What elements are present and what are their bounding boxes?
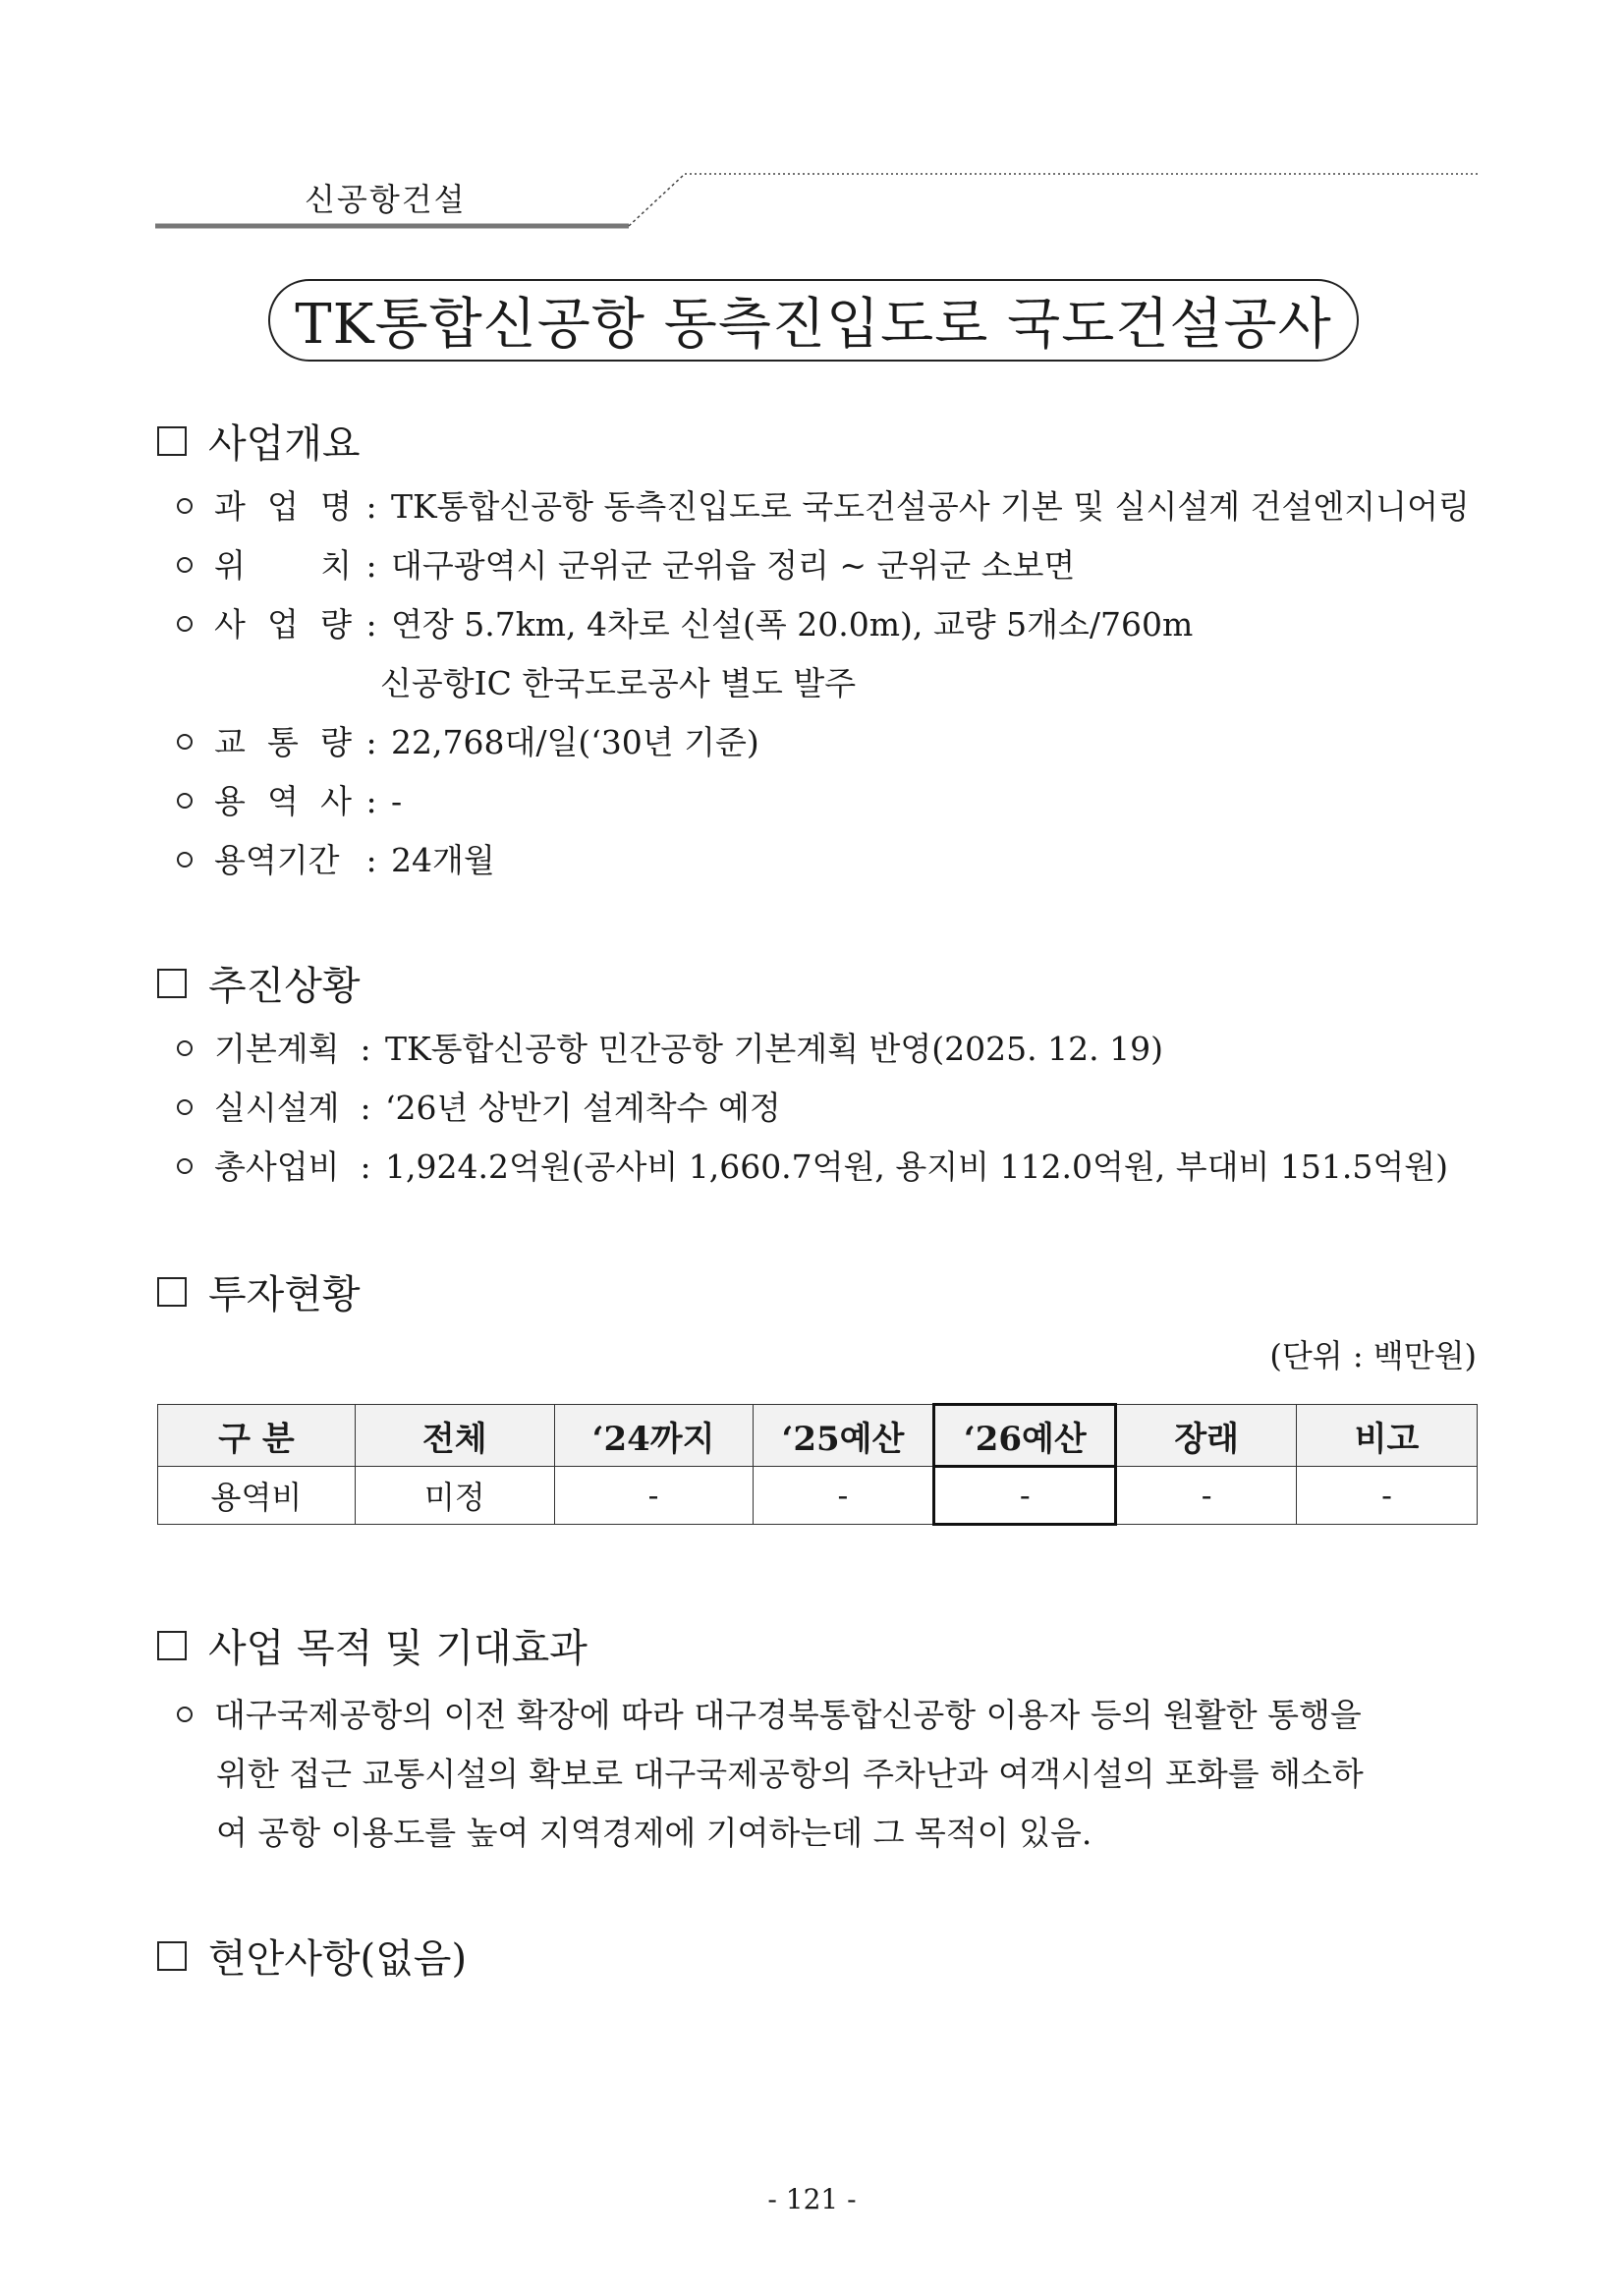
section-progress [157, 955, 361, 1011]
table-cell: 용역비 [158, 1467, 356, 1525]
circle-bullet-icon [177, 1099, 193, 1115]
item-label: 용 역 사 [214, 782, 352, 820]
table-cell: - [1116, 1467, 1297, 1525]
checkbox-square-icon [157, 1277, 187, 1307]
investment-table [157, 1403, 1478, 1526]
section-heading: 사업 목적 및 기대효과 [208, 1626, 588, 1671]
table-header-cell: 장래 [1116, 1405, 1297, 1467]
colon: : [365, 782, 377, 820]
item-label: 사 업 량 [214, 605, 352, 644]
circle-bullet-icon [177, 557, 193, 573]
table-cell: - [554, 1467, 753, 1525]
circle-bullet-icon [177, 1040, 193, 1056]
title-box [268, 279, 1359, 362]
section-investment [157, 1263, 361, 1319]
section-purpose [157, 1617, 588, 1673]
section-heading: 추진상황 [208, 964, 361, 1009]
item-value: ‘26년 상반기 설계착수 예정 [385, 1089, 781, 1127]
item-value: 22,768대/일(‘30년 기준) [391, 723, 759, 761]
table-cell: - [753, 1467, 934, 1525]
list-item [177, 599, 1193, 645]
table-header-cell: ‘26예산 [934, 1405, 1116, 1467]
table-header-cell: 비고 [1297, 1405, 1478, 1467]
table-row [158, 1467, 1478, 1525]
section-heading: 현안사항(없음) [208, 1936, 468, 1982]
item-value: TK통합신공항 민간공항 기본계획 반영(2025. 12. 19) [385, 1030, 1163, 1068]
section-heading: 사업개요 [208, 421, 361, 467]
list-item [177, 1024, 1163, 1070]
item-value: TK통합신공항 동측진입도로 국도건설공사 기본 및 실시설계 건설엔지니어링 [391, 487, 1470, 526]
checkbox-square-icon [157, 1941, 187, 1971]
list-item [177, 835, 495, 881]
circle-bullet-icon [177, 616, 193, 632]
checkbox-square-icon [157, 426, 187, 456]
item-label: 위 치 [214, 546, 352, 585]
item-label: 실시설계 [214, 1089, 340, 1127]
colon: : [360, 1148, 371, 1186]
unit-label: (단위 : 백만원) [1269, 1337, 1477, 1374]
item-value: 연장 5.7km, 4차로 신설(폭 20.0m), 교량 5개소/760m [391, 605, 1194, 644]
colon: : [365, 841, 377, 879]
item-label: 용역기간 [214, 841, 340, 879]
table-header-cell: ‘25예산 [753, 1405, 934, 1467]
table-header-row [158, 1405, 1478, 1467]
table-cell: 미정 [355, 1467, 554, 1525]
section-issues [157, 1928, 467, 1984]
paragraph-line: 위한 접근 교통시설의 확보로 대구국제공항의 주차난과 여객시설의 포화를 해소하 [216, 1755, 1364, 1793]
header-rule [0, 0, 1624, 255]
circle-bullet-icon [177, 793, 193, 809]
paragraph-line: 대구국제공항의 이전 확장에 따라 대구경북통합신공항 이용자 등의 원활한 통행을 [214, 1696, 1362, 1734]
paragraph-line: 여 공항 이용도를 높여 지역경제에 기여하는데 그 목적이 있음. [216, 1814, 1092, 1852]
list-item [177, 540, 1075, 587]
colon: : [365, 546, 377, 585]
list-item [177, 776, 402, 822]
list-item [177, 1142, 1448, 1188]
checkbox-square-icon [157, 969, 187, 998]
table-header-cell: ‘24까지 [554, 1405, 753, 1467]
circle-bullet-icon [177, 1158, 193, 1174]
colon: : [365, 723, 377, 761]
page-number: - 121 - [767, 2183, 857, 2215]
table-cell: - [1297, 1467, 1478, 1525]
list-item [177, 1083, 781, 1129]
header-category: 신공항건설 [305, 181, 467, 218]
item-value: 24개월 [391, 841, 495, 879]
item-continuation: 신공항IC 한국도로공사 별도 발주 [380, 664, 857, 702]
list-item [177, 717, 759, 763]
circle-bullet-icon [177, 1707, 193, 1722]
table-header-cell: 전체 [355, 1405, 554, 1467]
colon: : [360, 1030, 371, 1068]
circle-bullet-icon [177, 498, 193, 514]
item-value: 1,924.2억원(공사비 1,660.7억원, 용지비 112.0억원, 부대비 151.5억원) [385, 1148, 1448, 1186]
item-label: 교 통 량 [214, 723, 352, 761]
item-label: 과 업 명 [214, 487, 352, 526]
section-overview [157, 413, 361, 469]
colon: : [365, 487, 377, 526]
page-title: TK통합신공항 동측진입도로 국도건설공사 [295, 293, 1332, 357]
table-header-cell: 구 분 [158, 1405, 356, 1467]
circle-bullet-icon [177, 734, 193, 750]
checkbox-square-icon [157, 1631, 187, 1660]
list-item [177, 481, 1470, 528]
colon: : [365, 605, 377, 644]
section-heading: 투자현황 [208, 1272, 361, 1317]
circle-bullet-icon [177, 852, 193, 868]
item-label: 총사업비 [214, 1148, 340, 1186]
item-value: - [391, 782, 403, 820]
table-cell: - [934, 1467, 1116, 1525]
item-value: 대구광역시 군위군 군위읍 정리 ~ 군위군 소보면 [391, 546, 1076, 585]
list-item [177, 1690, 1362, 1736]
colon: : [360, 1089, 371, 1127]
item-label: 기본계획 [214, 1030, 340, 1068]
